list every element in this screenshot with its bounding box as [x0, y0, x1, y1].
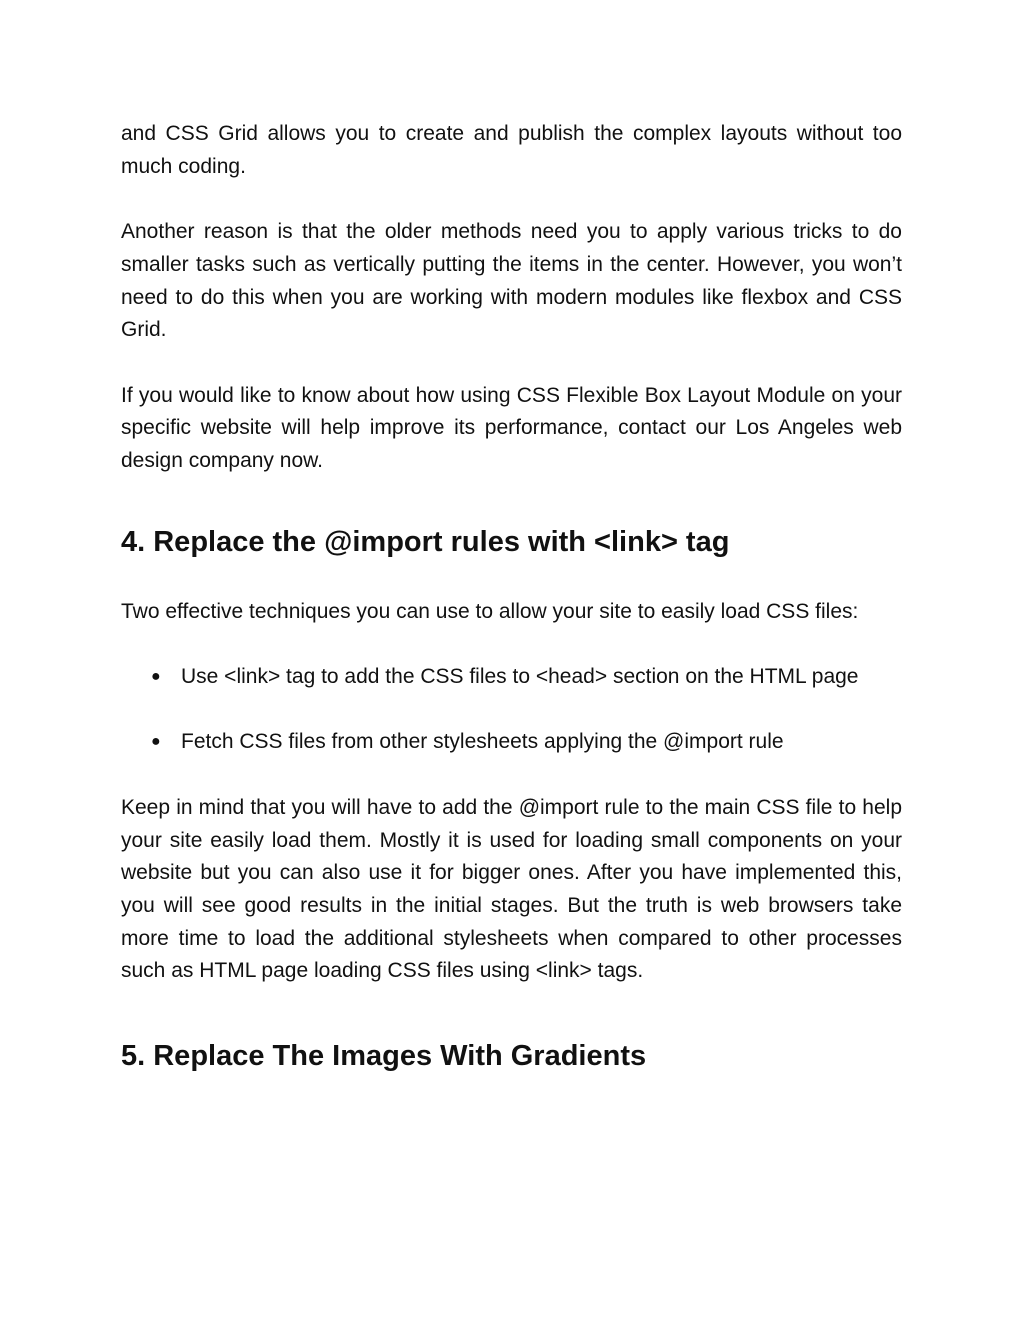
technique-list	[121, 661, 902, 759]
bullet-icon: ●	[151, 733, 161, 751]
list-item	[121, 661, 902, 694]
paragraph-techniques-intro: Two effective techniques you can use to allow your site to easily load CSS files:	[121, 599, 859, 623]
paragraph-css-grid: and CSS Grid allows you to create and publish the complex layouts without too much coding.	[121, 122, 902, 178]
heading-section-5: 5. Replace The Images With Gradients	[121, 1040, 647, 1073]
heading-section-4: 4. Replace the @import rules with <link> tag	[121, 525, 730, 558]
list-item	[121, 726, 902, 759]
paragraph-contact: If you would like to know about how using CSS Flexible Box Layout Module on your specific website will help improve its performance, contact our Los Angeles web design company now.	[121, 383, 902, 472]
paragraph-import-rule: Keep in mind that you will have to add the @import rule to the main CSS file to help your site easily load them. Mostly it is used for loading small components on your website but you can also use it for bigger ones. After you have implemented this, you will see good results in the initial stages. But the truth is web browsers take more time to load the additional stylesheets when compared to other processes such as HTML page loading CSS files using <link> tags.	[121, 795, 902, 983]
list-item-text: Use <link> tag to add the CSS files to <head> section on the HTML page	[181, 665, 859, 689]
bullet-icon: ●	[151, 668, 161, 686]
list-item-text: Fetch CSS files from other stylesheets applying the @import rule	[181, 730, 784, 754]
document-page	[121, 118, 902, 1074]
paragraph-older-methods: Another reason is that the older methods need you to apply various tricks to do smaller tasks such as vertically putting the items in the center. However, you won’t need to do this when you are working with modern modules like flexbox and CSS Grid.	[121, 220, 902, 342]
